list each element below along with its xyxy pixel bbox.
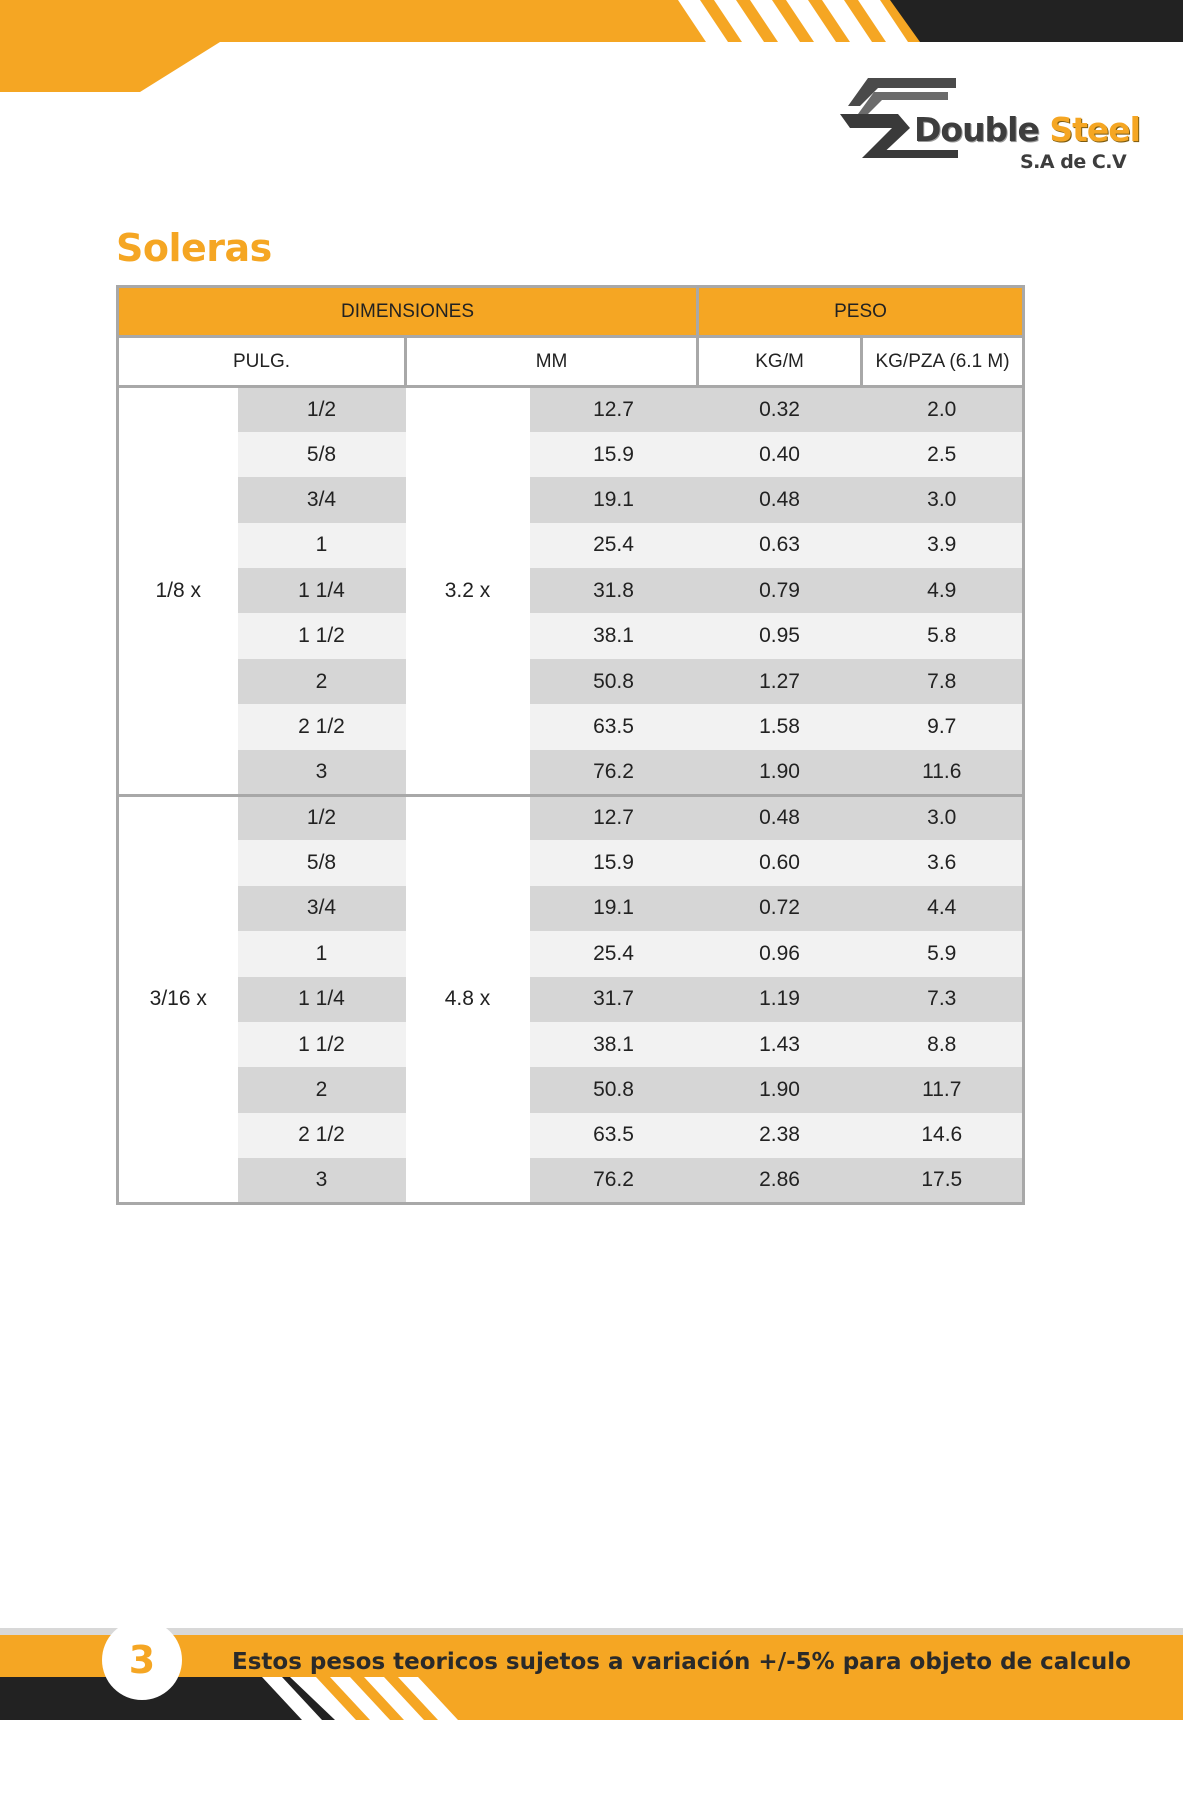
kg-per-piece: 3.6 [862,840,1024,885]
mm-width: 15.9 [530,432,698,477]
kg-per-meter: 0.48 [698,477,862,522]
logo-wordmark [914,110,1140,150]
kg-per-piece: 4.9 [862,568,1024,613]
table-row [118,613,1024,658]
mm-width: 31.8 [530,568,698,613]
table-row [118,886,1024,931]
mm-width: 38.1 [530,1022,698,1067]
mm-width: 50.8 [530,659,698,704]
mm-width: 76.2 [530,750,698,795]
kg-per-meter: 0.40 [698,432,862,477]
kg-per-piece: 8.8 [862,1022,1024,1067]
pulg-width: 5/8 [238,840,406,885]
kg-per-meter: 0.95 [698,613,862,658]
logo-word-double: Double [914,110,1039,149]
pulg-thickness: 1/8 x [118,387,238,796]
page-number: 3 [102,1620,182,1700]
table-row [118,704,1024,749]
table-row [118,1022,1024,1067]
mm-width: 76.2 [530,1158,698,1203]
kg-per-piece: 2.0 [862,387,1024,432]
table-row [118,840,1024,885]
kg-per-meter: 1.58 [698,704,862,749]
kg-per-piece: 3.0 [862,477,1024,522]
kg-per-piece: 4.4 [862,886,1024,931]
pulg-width: 3/4 [238,886,406,931]
mm-width: 50.8 [530,1067,698,1112]
kg-per-piece: 5.9 [862,931,1024,976]
pulg-width: 2 1/2 [238,704,406,749]
table-row [118,523,1024,568]
kg-per-piece: 3.9 [862,523,1024,568]
pulg-width: 1 1/2 [238,613,406,658]
kg-per-piece: 9.7 [862,704,1024,749]
pulg-width: 2 [238,1067,406,1112]
table-row [118,568,1024,613]
mm-width: 19.1 [530,886,698,931]
kg-per-piece: 7.8 [862,659,1024,704]
pulg-width: 3 [238,750,406,795]
mm-width: 19.1 [530,477,698,522]
page-title: Soleras [116,226,272,270]
mm-width: 38.1 [530,613,698,658]
mm-thickness: 3.2 x [406,387,530,796]
header-pulg: PULG. [118,337,406,387]
kg-per-meter: 0.48 [698,795,862,840]
kg-per-meter: 2.38 [698,1113,862,1158]
table-row [118,750,1024,795]
pulg-width: 3/4 [238,477,406,522]
table-row [118,1158,1024,1203]
kg-per-piece: 7.3 [862,977,1024,1022]
kg-per-piece: 5.8 [862,613,1024,658]
pulg-width: 1/2 [238,387,406,432]
mm-width: 12.7 [530,795,698,840]
kg-per-piece: 11.6 [862,750,1024,795]
table-row [118,1113,1024,1158]
table-row [118,977,1024,1022]
header-mm: MM [406,337,698,387]
kg-per-meter: 0.96 [698,931,862,976]
kg-per-piece: 3.0 [862,795,1024,840]
logo-suffix: S.A de C.V [1020,151,1127,173]
kg-per-meter: 0.72 [698,886,862,931]
header-kg-pza: KG/PZA (6.1 M) [862,337,1024,387]
mm-width: 25.4 [530,523,698,568]
mm-thickness: 4.8 x [406,795,530,1204]
kg-per-piece: 14.6 [862,1113,1024,1158]
kg-per-meter: 1.90 [698,1067,862,1112]
mm-width: 15.9 [530,840,698,885]
table-row [118,387,1024,432]
kg-per-meter: 2.86 [698,1158,862,1203]
pulg-width: 1 1/2 [238,1022,406,1067]
pulg-width: 1/2 [238,795,406,840]
kg-per-meter: 0.79 [698,568,862,613]
pulg-thickness: 3/16 x [118,795,238,1204]
kg-per-meter: 0.60 [698,840,862,885]
kg-per-meter: 0.63 [698,523,862,568]
kg-per-piece: 17.5 [862,1158,1024,1203]
header-peso: PESO [698,287,1024,337]
mm-width: 31.7 [530,977,698,1022]
kg-per-meter: 0.32 [698,387,862,432]
pulg-width: 2 1/2 [238,1113,406,1158]
kg-per-meter: 1.27 [698,659,862,704]
mm-width: 63.5 [530,1113,698,1158]
pulg-width: 1 1/4 [238,977,406,1022]
pulg-width: 2 [238,659,406,704]
solera-spec-table [116,285,1025,1205]
table-row [118,659,1024,704]
kg-per-piece: 11.7 [862,1067,1024,1112]
mm-width: 25.4 [530,931,698,976]
mm-width: 12.7 [530,387,698,432]
logo-word-steel: Steel [1049,110,1140,149]
table-row [118,432,1024,477]
kg-per-meter: 1.19 [698,977,862,1022]
pulg-width: 3 [238,1158,406,1203]
table-row [118,477,1024,522]
table-row [118,1067,1024,1112]
pulg-width: 1 1/4 [238,568,406,613]
table-row [118,795,1024,840]
kg-per-meter: 1.90 [698,750,862,795]
pulg-width: 5/8 [238,432,406,477]
pulg-width: 1 [238,931,406,976]
header-kg-m: KG/M [698,337,862,387]
footer-note: Estos pesos teoricos sujetos a variación +/-5% para objeto de calculo [232,1649,1131,1675]
kg-per-meter: 1.43 [698,1022,862,1067]
header-dimensiones: DIMENSIONES [118,287,698,337]
table-row [118,931,1024,976]
pulg-width: 1 [238,523,406,568]
company-logo [838,70,1140,180]
kg-per-piece: 2.5 [862,432,1024,477]
mm-width: 63.5 [530,704,698,749]
